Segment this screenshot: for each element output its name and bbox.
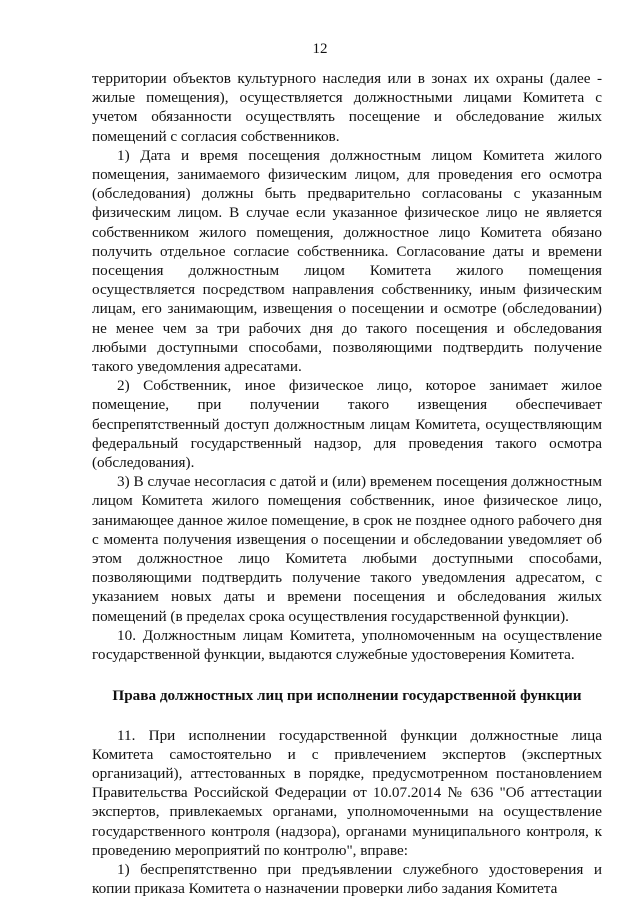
paragraph-section-10: 10. Должностным лицам Комитета, уполномоченным на осуществление государственной функции, выдаются служебные удостоверения Комитета. [92, 626, 602, 664]
document-body [92, 69, 602, 898]
page-number: 12 [312, 41, 328, 57]
paragraph-right-1: 1) беспрепятственно при предъявлении служебного удостоверения и копии приказа Комитета о назначении проверки либо задания Комитета [92, 860, 602, 898]
section-heading: Права должностных лиц при исполнении государственной функции [112, 687, 582, 705]
paragraph-continuation: территории объектов культурного наследия или в зонах их охраны (далее - жилые помещения), осуществляется должностными лицами Комитета с учетом обязанности осуществлять посещение и обследование жилых помещений с согласия собственников. [92, 70, 602, 145]
paragraph-item-1: 1) Дата и время посещения должностным лицом Комитета жилого помещения, занимаемого физическим лицом, для проведения его осмотра (обследования) должны быть предварительно согласованы с указанным физическим лицом. В случае если указанное физическое лицо не является собственником жилого помещения, должностное лицо Комитета обязано получить отдельное согласие собственника. Согласование даты и времени посещения должностным лицом Комитета жилого помещения осуществляется посредством направления собственнику, иным физическим лицам, его занимающим, извещения о посещении и осмотре (обследовании) не менее чем за три рабочих дня до такого посещения и обследования любыми доступными способами, позволяющими подтвердить получение такого уведомления адресатами. [92, 146, 602, 376]
paragraph-item-3: 3) В случае несогласия с датой и (или) временем посещения должностным лицом Комитета жилого помещения собственник, иное физическое лицо, занимающее данное жилое помещение, в срок не позднее одного рабочего дня с момента получения извещения о посещении и обследовании уведомляет об этом должностное лицо Комитета любыми доступными способами, позволяющими подтвердить получение такого уведомления адресатом, с указанием новых даты и времени посещения и обследования жилых помещений (в пределах срока осуществления государственной функции). [92, 473, 602, 625]
paragraph-item-2: 2) Собственник, иное физическое лицо, которое занимает жилое помещение, при получении такого извещения обеспечивает беспрепятственный доступ должностным лицам Комитета, осуществляющим федеральный государственный надзор, для проведения такого осмотра (обследования). [92, 377, 602, 472]
paragraph-section-11: 11. При исполнении государственной функции должностные лица Комитета самостоятельно и с привлечением экспертов (экспертных организаций), аттестованных в порядке, предусмотренном постановлением Правительства Российской Федерации от 10.07.2014 № 636 "Об аттестации экспертов, привлекаемых органами, уполномоченными на осуществление государственного контроля (надзора), органами муниципального контроля, к проведению мероприятий по контролю", вправе: [92, 726, 602, 859]
